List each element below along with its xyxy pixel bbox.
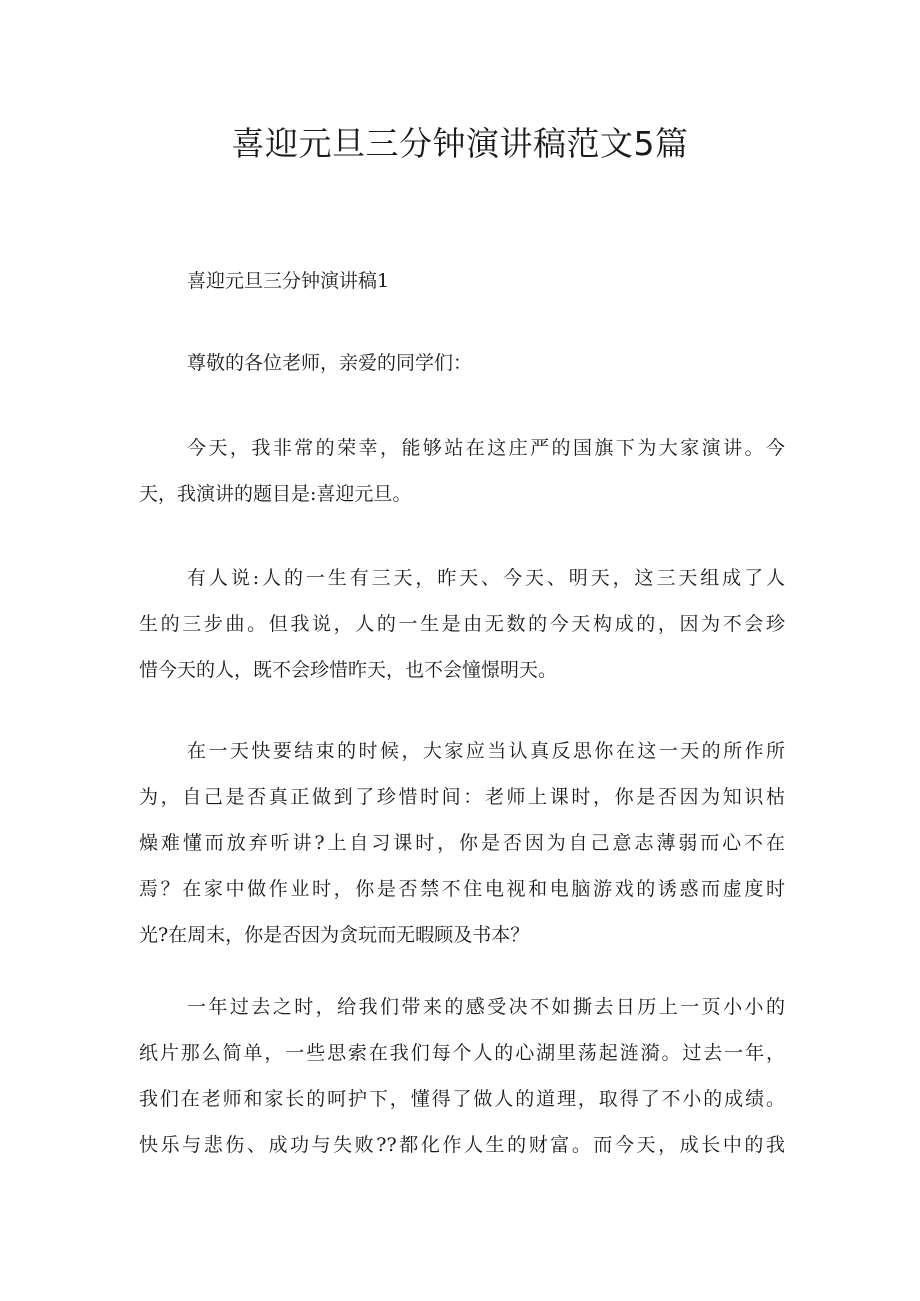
speech-subtitle: 喜迎元旦三分钟演讲稿1 <box>187 270 390 292</box>
paragraph-2 <box>139 555 785 693</box>
paragraph-line: 我们在老师和家长的呵护下，懂得了做人的道理，取得了不小的成绩。 <box>139 1088 785 1110</box>
paragraph-line: 燥难懂而放弃听讲?上自习课时，你是否因为自己意志薄弱而心不在 <box>139 832 785 854</box>
paragraph-line: 为，自己是否真正做到了珍惜时间：老师上课时，你是否因为知识枯 <box>139 786 785 808</box>
paragraph-line: 有人说:人的一生有三天，昨天、今天、明天，这三天组成了人 <box>187 567 785 589</box>
paragraph-line: 在一天快要结束的时候，大家应当认真反思你在这一天的所作所 <box>187 740 785 762</box>
paragraph-line: 光?在周末，你是否因为贪玩而无暇顾及书本？ <box>139 924 530 946</box>
paragraph-3 <box>139 728 785 958</box>
paragraph-line: 惜今天的人，既不会珍惜昨天，也不会憧憬明天。 <box>139 659 558 681</box>
paragraph-line: 今天，我非常的荣幸，能够站在这庄严的国旗下为大家演讲。今 <box>187 437 785 459</box>
document-title: 喜迎元旦三分钟演讲稿范文5篇 <box>231 124 689 163</box>
paragraph-line: 纸片那么简单，一些思索在我们每个人的心湖里荡起涟漪。过去一年， <box>139 1042 785 1064</box>
paragraph-1 <box>139 425 785 517</box>
paragraph-line: 快乐与悲伤、成功与失败??都化作人生的财富。而今天，成长中的我 <box>139 1134 785 1156</box>
paragraph-line: 一年过去之时，给我们带来的感受决不如撕去日历上一页小小的 <box>187 996 785 1018</box>
paragraph-line: 焉？在家中做作业时，你是否禁不住电视和电脑游戏的诱惑而虚度时 <box>139 878 785 900</box>
paragraph-4 <box>139 984 785 1168</box>
paragraph-line: 生的三步曲。但我说，人的一生是由无数的今天构成的，因为不会珍 <box>139 613 785 635</box>
salutation: 尊敬的各位老师，亲爱的同学们： <box>187 352 473 374</box>
paragraph-line: 天，我演讲的题目是:喜迎元旦。 <box>139 483 412 505</box>
